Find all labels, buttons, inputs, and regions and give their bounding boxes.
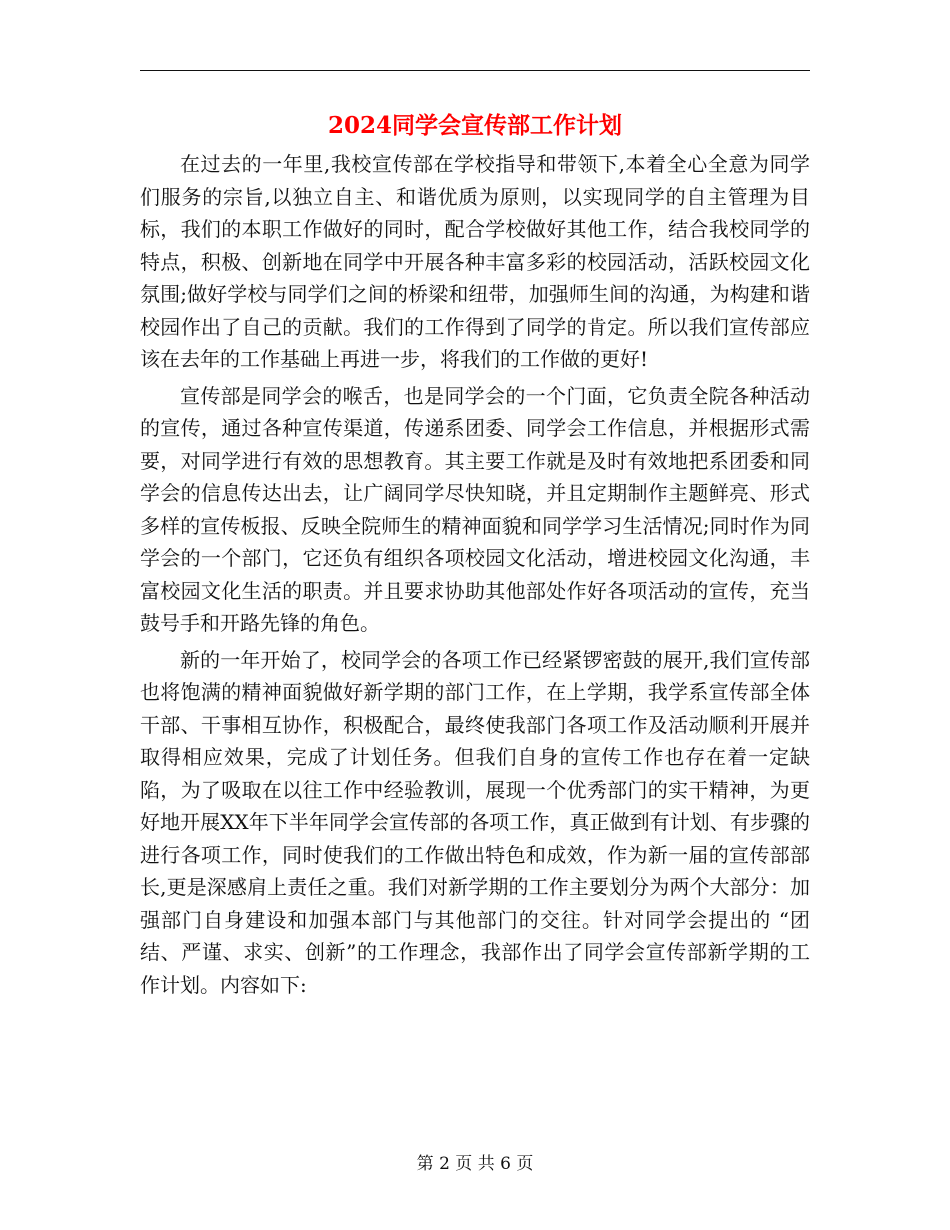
page-footer: 第 2 页 共 6 页 bbox=[416, 1154, 534, 1174]
document-body bbox=[140, 148, 810, 1005]
paragraph-2: 宣传部是同学会的喉舌，也是同学会的一个门面，它负责全院各种活动的宣传，通过各种宣传渠道，传递系团委、同学会工作信息，并根据形式需要，对同学进行有效的思想教育。其主要工作就是及时有效地把系团委和同学会的信息传达出去，让广阔同学尽快知晓，并且定期制作主题鲜亮、形式多样的宣传板报、反映全院师生的精神面貌和同学学习生活情况;同时作为同学会的一个部门，它还负有组织各项校园文化活动，增进校园文化沟通，丰富校园文化生活的职责。并且要求协助其他部处作好各项活动的宣传，充当鼓号手和开路先锋的角色。 bbox=[140, 383, 810, 635]
header-rule bbox=[140, 70, 810, 71]
paragraph-1: 在过去的一年里,我校宣传部在学校指导和带领下,本着全心全意为同学们服务的宗旨,以独立自主、和谐优质为原则，以实现同学的自主管理为目标，我们的本职工作做好的同时，配合学校做好其他工作，结合我校同学的特点，积极、创新地在同学中开展各种丰富多彩的校园活动，活跃校园文化氛围;做好学校与同学们之间的桥梁和纽带，加强师生间的沟通，为构建和谐校园作出了自己的贡献。我们的工作得到了同学的肯定。所以我们宣传部应该在去年的工作基础上再进一步，将我们的工作做的更好! bbox=[140, 152, 810, 371]
paragraph-3: 新的一年开始了，校同学会的各项工作已经紧锣密鼓的展开,我们宣传部也将饱满的精神面貌做好新学期的部门工作，在上学期，我学系宣传部全体干部、干事相互协作，积极配合，最终使我部门各项工作及活动顺利开展并取得相应效果，完成了计划任务。但我们自身的宣传工作也存在着一定缺陷，为了吸取在以往工作中经验教训，展现一个优秀部门的实干精神，为更好地开展XX年下半年同学会宣传部的各项工作，真正做到有计划、有步骤的进行各项工作，同时使我们的工作做出特色和成效，作为新一届的宣传部部长,更是深感肩上责任之重。我们对新学期的工作主要划分为两个大部分：加强部门自身建设和加强本部门与其他部门的交往。针对同学会提出的 “团结、严谨、求实、创新”的工作理念，我部作出了同学会宣传部新学期的工作计划。内容如下: bbox=[140, 647, 810, 997]
document-title: 2024同学会宣传部工作计划 bbox=[327, 112, 622, 139]
